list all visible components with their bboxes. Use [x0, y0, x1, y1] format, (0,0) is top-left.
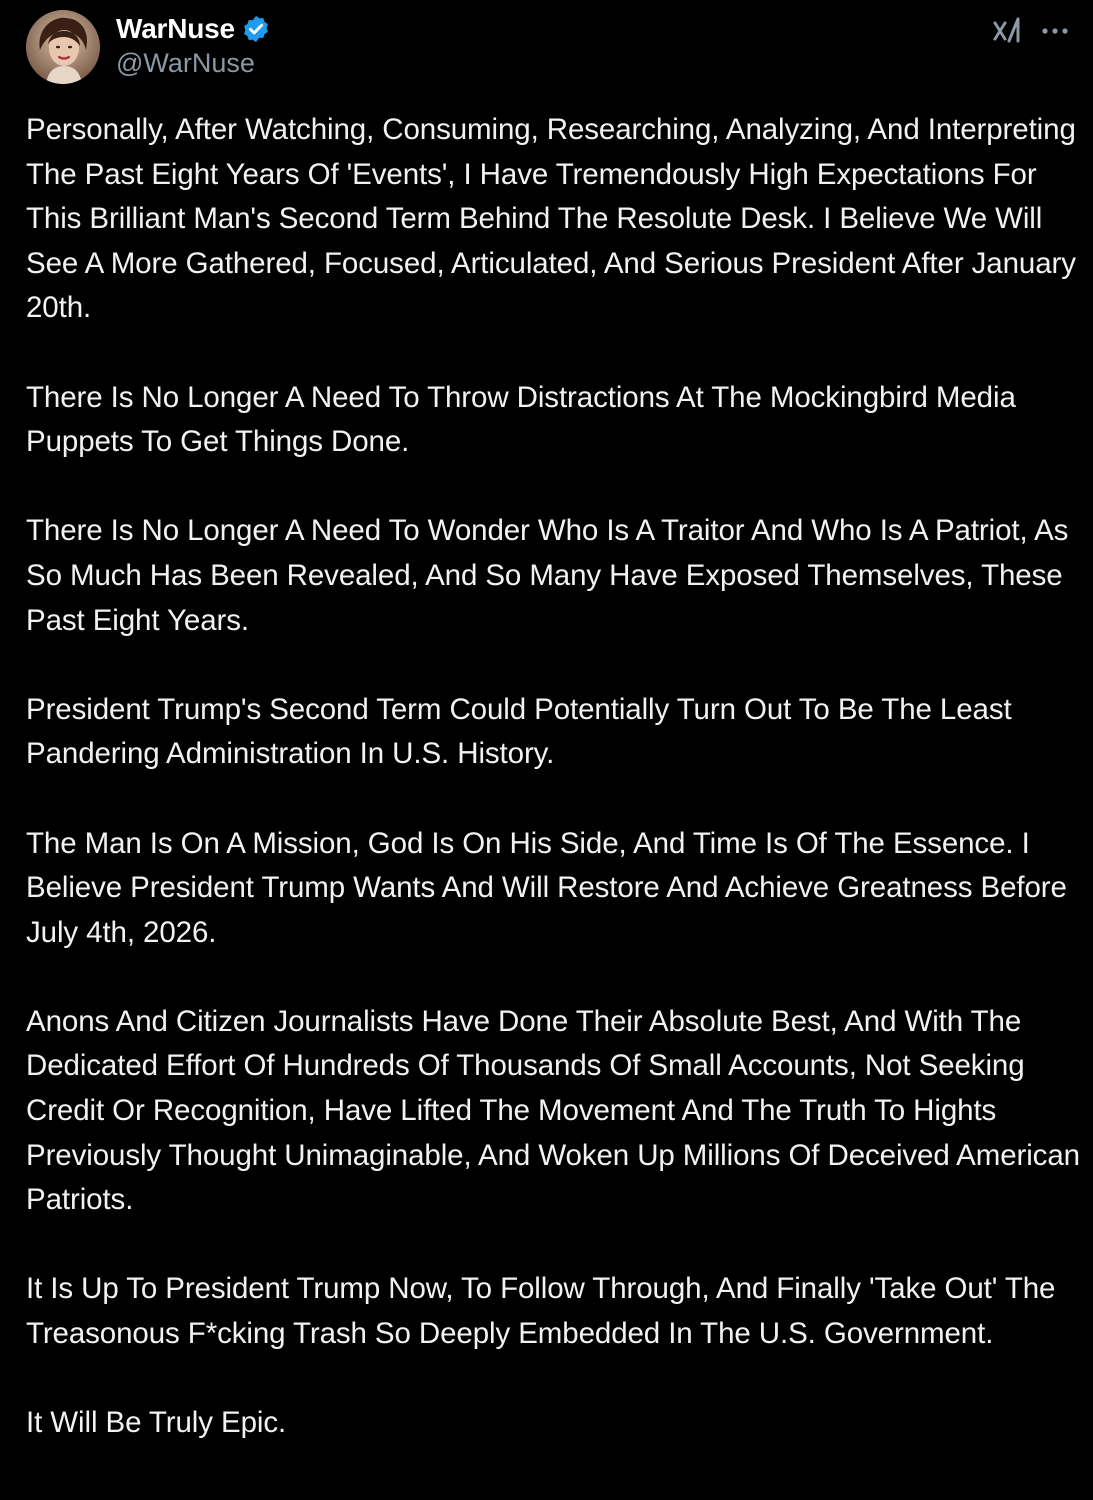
avatar[interactable] — [26, 10, 100, 84]
post-paragraph: The Man Is On A Mission, God Is On His Side, And Time Is Of The Essence. I Believe President Trump Wants And Will Restore And Achieve Greatness Before July 4th, 2026. — [26, 826, 1067, 949]
author-info — [116, 12, 271, 79]
post-paragraph: There Is No Longer A Need To Wonder Who Is A Traitor And Who Is A Patriot, As So Much Has Been Revealed, And So Many Have Exposed Themselves, These Past Eight Years. — [26, 514, 1069, 637]
post-paragraph: There Is No Longer A Need To Throw Distractions At The Mockingbird Media Puppets To Get Things Done. — [26, 380, 1016, 459]
more-options-icon[interactable] — [1038, 14, 1072, 48]
post-header — [26, 10, 1076, 86]
post-paragraph: Personally, After Watching, Consuming, Researching, Analyzing, And Interpreting The Past Eight Years Of 'Events', I Have Tremendously High Expectations For This Brilliant Man's Second Term Behind The Resolute Desk. I Believe We Will See A More Gathered, Focused, Articulated, And Serious President After January 20th. — [26, 113, 1076, 325]
post-body — [26, 108, 1081, 1446]
avatar-image — [26, 10, 100, 84]
display-name[interactable]: WarNuse — [116, 13, 235, 44]
handle[interactable]: @WarNuse — [116, 48, 255, 78]
post-paragraph: It Will Be Truly Epic. — [26, 1406, 287, 1440]
verified-badge-icon[interactable] — [241, 14, 271, 44]
post-paragraph: It Is Up To President Trump Now, To Follow Through, And Finally 'Take Out' The Treasonous F*cking Trash So Deeply Embedded In The U.S. Government. — [26, 1272, 1056, 1351]
post-paragraph: President Trump's Second Term Could Potentially Turn Out To Be The Least Pandering Administration In U.S. History. — [26, 692, 1012, 771]
post-paragraph: Anons And Citizen Journalists Have Done Their Absolute Best, And With The Dedicated Effort Of Hundreds Of Thousands Of Small Accounts, Not Seeking Credit Or Recognition, Have Lifted The Movement And The Truth To Hights Previously Thought Unimaginable, And Woken Up Millions Of Deceived American Patriots. — [26, 1004, 1080, 1217]
name-row — [116, 12, 271, 46]
grok-icon[interactable] — [990, 14, 1024, 48]
